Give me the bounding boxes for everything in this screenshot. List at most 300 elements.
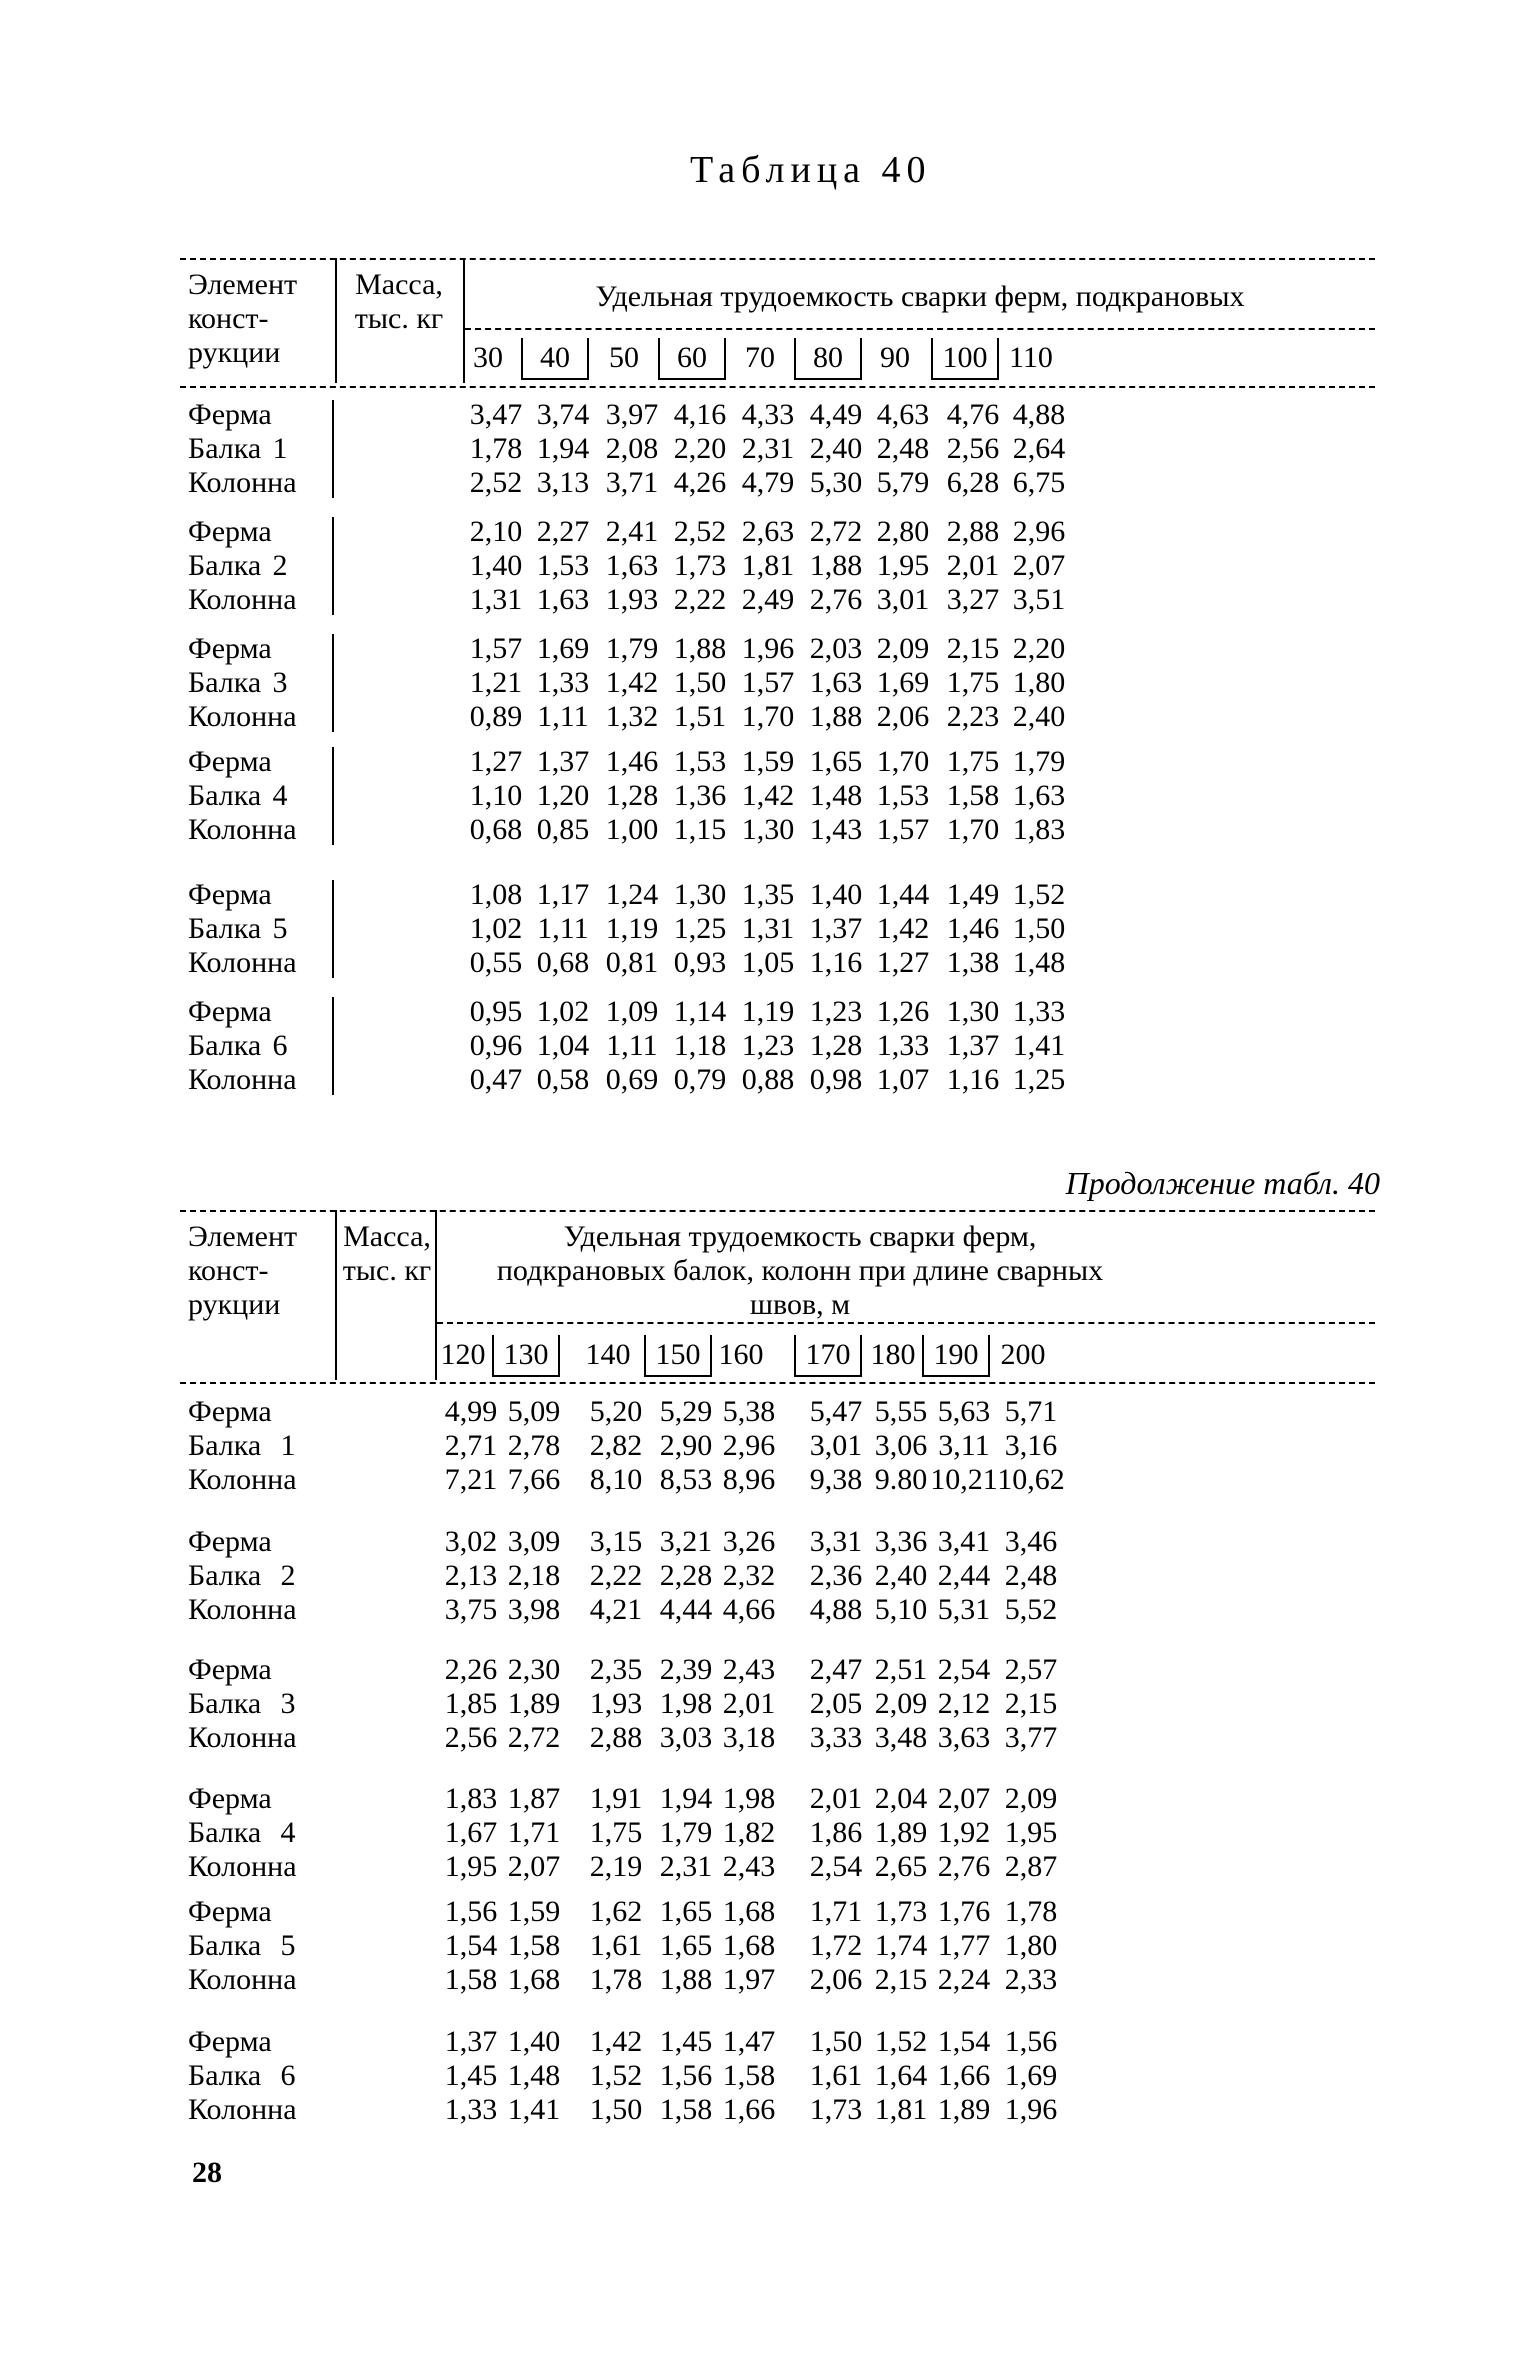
value-cell: 1,68 <box>722 1929 776 1962</box>
value-cell: 2,54 <box>809 1850 863 1883</box>
length-header-cell: 150 <box>644 1335 712 1377</box>
table-row <box>180 1029 1375 1063</box>
value-cell: 1,27 <box>469 745 523 778</box>
value-cell: 3,21 <box>659 1525 713 1558</box>
header-mass: Масса, тыс. кг <box>354 268 444 335</box>
value-cell: 1,92 <box>937 1816 991 1849</box>
group-brace <box>332 517 334 615</box>
value-cell: 1,10 <box>469 779 523 812</box>
value-cell: 1,86 <box>809 1816 863 1849</box>
value-cell: 1,15 <box>673 813 727 846</box>
value-cell: 1,54 <box>937 2025 991 2058</box>
value-cell: 2,01 <box>809 1782 863 1815</box>
element-name: Ферма <box>188 632 272 665</box>
value-cell: 1,73 <box>673 549 727 582</box>
value-cell: 2,03 <box>809 632 863 665</box>
value-cell: 2,63 <box>741 515 795 548</box>
page-number: 28 <box>192 2156 222 2189</box>
value-cell: 2,31 <box>741 432 795 465</box>
value-cell: 1,66 <box>937 2059 991 2092</box>
value-cell: 0,79 <box>673 1063 727 1096</box>
value-cell: 2,20 <box>1012 632 1066 665</box>
value-cell: 2,19 <box>589 1850 643 1883</box>
value-cell: 3,13 <box>536 466 590 499</box>
value-cell: 1,37 <box>809 912 863 945</box>
header-bottom-rule <box>180 386 1375 388</box>
value-cell: 2,39 <box>659 1653 713 1686</box>
value-cell: 1,30 <box>946 995 1000 1028</box>
value-cell: 1,69 <box>536 632 590 665</box>
group-brace <box>332 880 334 978</box>
group-brace <box>332 400 334 498</box>
value-cell: 1,42 <box>876 912 930 945</box>
value-cell: 0,69 <box>605 1063 659 1096</box>
value-cell: 1,73 <box>874 1895 928 1928</box>
value-cell: 2,56 <box>444 1721 498 1754</box>
value-cell: 1,58 <box>444 1963 498 1996</box>
value-cell: 1,47 <box>722 2025 776 2058</box>
value-cell: 2,88 <box>589 1721 643 1754</box>
value-cell: 1,63 <box>605 549 659 582</box>
value-cell: 1,93 <box>589 1687 643 1720</box>
table-row <box>180 2025 1375 2059</box>
value-cell: 0,88 <box>741 1063 795 1096</box>
value-cell: 1,91 <box>589 1782 643 1815</box>
value-cell: 2,33 <box>1004 1963 1058 1996</box>
value-cell: 2,90 <box>659 1429 713 1462</box>
value-cell: 1,79 <box>659 1816 713 1849</box>
value-cell: 1,56 <box>444 1895 498 1928</box>
value-cell: 2,36 <box>809 1559 863 1592</box>
value-cell: 2,32 <box>722 1559 776 1592</box>
value-cell: 1,93 <box>605 583 659 616</box>
value-cell: 2,13 <box>444 1559 498 1592</box>
element-name: Балка <box>188 912 262 945</box>
element-name: Балка <box>188 432 262 465</box>
mass-value: 1 <box>280 1429 296 1462</box>
value-cell: 5,63 <box>937 1395 991 1428</box>
value-cell: 1,59 <box>741 745 795 778</box>
value-cell: 1,05 <box>741 946 795 979</box>
value-cell: 2,35 <box>589 1653 643 1686</box>
value-cell: 1,67 <box>444 1816 498 1849</box>
value-cell: 1,96 <box>1004 2093 1058 2126</box>
value-cell: 5,52 <box>1004 1593 1058 1626</box>
value-cell: 4,88 <box>809 1593 863 1626</box>
value-cell: 2,64 <box>1012 432 1066 465</box>
value-cell: 1,70 <box>876 745 930 778</box>
value-cell: 1,85 <box>444 1687 498 1720</box>
header-mid-rule <box>465 328 1375 330</box>
value-cell: 2,76 <box>937 1850 991 1883</box>
value-cell: 9,38 <box>809 1463 863 1496</box>
header-element: Элемент конст- рукции <box>188 268 298 369</box>
value-cell: 1,02 <box>536 995 590 1028</box>
value-cell: 0,98 <box>809 1063 863 1096</box>
value-cell: 3,75 <box>444 1593 498 1626</box>
value-cell: 1,76 <box>937 1895 991 1928</box>
value-cell: 1,41 <box>507 2093 561 2126</box>
value-cell: 1,87 <box>507 1782 561 1815</box>
length-header-cell: 110 <box>1009 341 1053 374</box>
value-cell: 2,47 <box>809 1653 863 1686</box>
value-cell: 1,09 <box>605 995 659 1028</box>
value-cell: 5,71 <box>1004 1395 1058 1428</box>
value-cell: 1,48 <box>507 2059 561 2092</box>
value-cell: 1,57 <box>876 813 930 846</box>
length-header-cell: 60 <box>658 338 726 380</box>
table-row <box>180 2093 1375 2127</box>
value-cell: 2,15 <box>1004 1687 1058 1720</box>
group-brace <box>332 747 334 845</box>
value-cell: 2,10 <box>469 515 523 548</box>
value-cell: 1,68 <box>507 1963 561 1996</box>
table-row <box>180 1687 1375 1721</box>
value-cell: 1,50 <box>589 2093 643 2126</box>
value-cell: 1,63 <box>536 583 590 616</box>
length-header-cell: 170 <box>794 1335 862 1377</box>
element-name: Балка <box>188 1816 262 1849</box>
element-name: Колонна <box>188 1063 297 1096</box>
element-name: Ферма <box>188 745 272 778</box>
table-row <box>180 745 1375 779</box>
length-header-cell: 100 <box>931 338 999 380</box>
value-cell: 6,75 <box>1012 466 1066 499</box>
value-cell: 1,88 <box>809 549 863 582</box>
value-cell: 3,48 <box>874 1721 928 1754</box>
value-cell: 1,17 <box>536 878 590 911</box>
value-cell: 3,41 <box>937 1525 991 1558</box>
value-cell: 1,18 <box>673 1029 727 1062</box>
element-name: Ферма <box>188 1782 272 1815</box>
value-cell: 3,97 <box>605 398 659 431</box>
value-cell: 1,37 <box>444 2025 498 2058</box>
value-cell: 1,80 <box>1012 666 1066 699</box>
mass-group <box>180 515 1375 617</box>
value-cell: 1,16 <box>809 946 863 979</box>
value-cell: 0,89 <box>469 700 523 733</box>
value-cell: 1,54 <box>444 1929 498 1962</box>
value-cell: 1,95 <box>1004 1816 1058 1849</box>
value-cell: 1,50 <box>809 2025 863 2058</box>
mass-group <box>180 1653 1375 1755</box>
value-cell: 1,75 <box>946 745 1000 778</box>
header-span: Удельная трудоемкость сварки ферм, подкрановых балок, колонн при длине сварных швов, м <box>496 1220 1104 1321</box>
value-cell: 2,44 <box>937 1559 991 1592</box>
value-cell: 1,19 <box>741 995 795 1028</box>
length-header-cell: 90 <box>880 341 910 374</box>
value-cell: 1,62 <box>589 1895 643 1928</box>
value-cell: 5,47 <box>809 1395 863 1428</box>
value-cell: 1,58 <box>659 2093 713 2126</box>
table-row <box>180 912 1375 946</box>
value-cell: 2,48 <box>876 432 930 465</box>
value-cell: 3,27 <box>946 583 1000 616</box>
element-name: Колонна <box>188 2093 297 2126</box>
value-cell: 2,08 <box>605 432 659 465</box>
value-cell: 1,57 <box>469 632 523 665</box>
value-cell: 1,25 <box>673 912 727 945</box>
value-cell: 1,72 <box>809 1929 863 1962</box>
value-cell: 1,28 <box>809 1029 863 1062</box>
table-top-rule <box>180 258 1375 260</box>
value-cell: 5,09 <box>507 1395 561 1428</box>
value-cell: 0,68 <box>536 946 590 979</box>
value-cell: 1,00 <box>605 813 659 846</box>
value-cell: 2,31 <box>659 1850 713 1883</box>
element-name: Балка <box>188 1929 262 1962</box>
value-cell: 1,70 <box>946 813 1000 846</box>
length-header-cell: 70 <box>745 341 775 374</box>
table-row <box>180 1559 1375 1593</box>
table-row <box>180 1963 1375 1997</box>
value-cell: 2,40 <box>809 432 863 465</box>
value-cell: 1,78 <box>1004 1895 1058 1928</box>
value-cell: 1,37 <box>946 1029 1000 1062</box>
value-cell: 0,85 <box>536 813 590 846</box>
value-cell: 1,36 <box>673 779 727 812</box>
value-cell: 5,55 <box>874 1395 928 1428</box>
value-cell: 2,22 <box>673 583 727 616</box>
value-cell: 2,26 <box>444 1653 498 1686</box>
element-name: Колонна <box>188 583 297 616</box>
element-name: Колонна <box>188 700 297 733</box>
table-row <box>180 1463 1375 1497</box>
value-cell: 3,03 <box>659 1721 713 1754</box>
value-cell: 3,09 <box>507 1525 561 1558</box>
value-cell: 1,45 <box>659 2025 713 2058</box>
value-cell: 1,98 <box>722 1782 776 1815</box>
value-cell: 1,45 <box>444 2059 498 2092</box>
value-cell: 3,01 <box>809 1429 863 1462</box>
value-cell: 1,64 <box>874 2059 928 2092</box>
value-cell: 1,46 <box>946 912 1000 945</box>
value-cell: 1,56 <box>659 2059 713 2092</box>
table-row <box>180 666 1375 700</box>
value-cell: 2,57 <box>1004 1653 1058 1686</box>
value-cell: 1,89 <box>937 2093 991 2126</box>
value-cell: 1,79 <box>605 632 659 665</box>
value-cell: 2,07 <box>507 1850 561 1883</box>
value-cell: 2,40 <box>1012 700 1066 733</box>
table-row <box>180 583 1375 617</box>
value-cell: 3,33 <box>809 1721 863 1754</box>
element-name: Балка <box>188 1687 262 1720</box>
value-cell: 1,95 <box>444 1850 498 1883</box>
element-name: Колонна <box>188 946 297 979</box>
value-cell: 4,63 <box>876 398 930 431</box>
value-cell: 4,21 <box>589 1593 643 1626</box>
table-row <box>180 878 1375 912</box>
element-name: Балка <box>188 1429 262 1462</box>
value-cell: 2,76 <box>809 583 863 616</box>
header-mass: Масса, тыс. кг <box>342 1220 432 1287</box>
header-element: Элемент конст- рукции <box>188 1220 298 1321</box>
value-cell: 2,22 <box>589 1559 643 1592</box>
value-cell: 1,95 <box>876 549 930 582</box>
element-name: Колонна <box>188 1721 297 1754</box>
element-name: Балка <box>188 549 262 582</box>
value-cell: 1,75 <box>946 666 1000 699</box>
value-cell: 1,02 <box>469 912 523 945</box>
table-row <box>180 1929 1375 1963</box>
value-cell: 1,14 <box>673 995 727 1028</box>
value-cell: 1,32 <box>605 700 659 733</box>
value-cell: 3,77 <box>1004 1721 1058 1754</box>
mass-group <box>180 878 1375 980</box>
value-cell: 1,24 <box>605 878 659 911</box>
table-row <box>180 946 1375 980</box>
value-cell: 2,18 <box>507 1559 561 1592</box>
value-cell: 3,98 <box>507 1593 561 1626</box>
mass-group <box>180 2025 1375 2127</box>
value-cell: 1,80 <box>1004 1929 1058 1962</box>
element-name: Колонна <box>188 1463 297 1496</box>
value-cell: 2,30 <box>507 1653 561 1686</box>
value-cell: 2,56 <box>946 432 1000 465</box>
table-row <box>180 995 1375 1029</box>
value-cell: 2,12 <box>937 1687 991 1720</box>
value-cell: 2,15 <box>874 1963 928 1996</box>
element-name: Ферма <box>188 1525 272 1558</box>
value-cell: 1,49 <box>946 878 1000 911</box>
value-cell: 1,83 <box>1012 813 1066 846</box>
value-cell: 2,01 <box>946 549 1000 582</box>
value-cell: 1,20 <box>536 779 590 812</box>
value-cell: 1,48 <box>1012 946 1066 979</box>
value-cell: 2,48 <box>1004 1559 1058 1592</box>
value-cell: 1,21 <box>469 666 523 699</box>
value-cell: 1,42 <box>605 666 659 699</box>
table-row <box>180 1525 1375 1559</box>
length-header-cell: 50 <box>609 341 639 374</box>
mass-value: 2 <box>272 549 288 582</box>
value-cell: 1,42 <box>741 779 795 812</box>
element-name: Колонна <box>188 466 297 499</box>
value-cell: 3,46 <box>1004 1525 1058 1558</box>
table-row <box>180 1593 1375 1627</box>
mass-value: 4 <box>280 1816 296 1849</box>
value-cell: 1,73 <box>809 2093 863 2126</box>
value-cell: 2,27 <box>536 515 590 548</box>
value-cell: 1,81 <box>874 2093 928 2126</box>
value-cell: 1,23 <box>741 1029 795 1062</box>
value-cell: 1,40 <box>469 549 523 582</box>
value-cell: 2,43 <box>722 1850 776 1883</box>
value-cell: 7,21 <box>444 1463 498 1496</box>
value-cell: 3,47 <box>469 398 523 431</box>
value-cell: 3,74 <box>536 398 590 431</box>
value-cell: 1,59 <box>507 1895 561 1928</box>
element-name: Балка <box>188 779 262 812</box>
value-cell: 1,52 <box>589 2059 643 2092</box>
element-name: Балка <box>188 666 262 699</box>
value-cell: 3,11 <box>938 1429 990 1462</box>
element-name: Ферма <box>188 1653 272 1686</box>
value-cell: 2,43 <box>722 1653 776 1686</box>
element-name: Ферма <box>188 1395 272 1428</box>
value-cell: 1,11 <box>537 700 589 733</box>
mass-value: 1 <box>272 432 288 465</box>
value-cell: 1,40 <box>507 2025 561 2058</box>
value-cell: 1,38 <box>946 946 1000 979</box>
mass-value: 3 <box>280 1687 296 1720</box>
element-name: Ферма <box>188 1895 272 1928</box>
value-cell: 1,65 <box>659 1895 713 1928</box>
table-row <box>180 1816 1375 1850</box>
value-cell: 1,68 <box>722 1895 776 1928</box>
element-name: Балка <box>188 1559 262 1592</box>
length-header-cell: 120 <box>440 1338 486 1371</box>
value-cell: 5,79 <box>876 466 930 499</box>
value-cell: 1,51 <box>673 700 727 733</box>
value-cell: 0,58 <box>536 1063 590 1096</box>
element-name: Ферма <box>188 878 272 911</box>
length-header-cell: 180 <box>870 1338 916 1371</box>
value-cell: 1,30 <box>741 813 795 846</box>
mass-group <box>180 632 1375 734</box>
value-cell: 2,15 <box>946 632 1000 665</box>
value-cell: 3,18 <box>722 1721 776 1754</box>
header-bottom-rule <box>180 1382 1375 1384</box>
value-cell: 1,81 <box>741 549 795 582</box>
table-row <box>180 1063 1375 1097</box>
element-name: Балка <box>188 1029 262 1062</box>
table-row <box>180 779 1375 813</box>
value-cell: 1,27 <box>876 946 930 979</box>
value-cell: 5,38 <box>722 1395 776 1428</box>
page-title: Таблица 40 <box>690 149 932 191</box>
value-cell: 2,51 <box>874 1653 928 1686</box>
value-cell: 1,33 <box>1012 995 1066 1028</box>
value-cell: 1,31 <box>741 912 795 945</box>
value-cell: 2,06 <box>876 700 930 733</box>
length-header-cell: 160 <box>718 1338 764 1371</box>
element-name: Балка <box>188 2059 262 2092</box>
value-cell: 2,80 <box>876 515 930 548</box>
table-row <box>180 1395 1375 1429</box>
value-cell: 0,68 <box>469 813 523 846</box>
value-cell: 2,05 <box>809 1687 863 1720</box>
value-cell: 3,26 <box>722 1525 776 1558</box>
value-cell: 1,40 <box>809 878 863 911</box>
value-cell: 4,99 <box>444 1395 498 1428</box>
mass-value: 3 <box>272 666 288 699</box>
value-cell: 2,96 <box>1012 515 1066 548</box>
value-cell: 3,51 <box>1012 583 1066 616</box>
value-cell: 2,72 <box>507 1721 561 1754</box>
header-mid-rule <box>437 1322 1375 1324</box>
value-cell: 1,61 <box>589 1929 643 1962</box>
value-cell: 1,53 <box>673 745 727 778</box>
header-span: Удельная трудоемкость сварки ферм, подкрановых <box>595 280 1245 313</box>
mass-value: 5 <box>272 912 288 945</box>
value-cell: 1,82 <box>722 1816 776 1849</box>
table-row <box>180 1782 1375 1816</box>
element-name: Ферма <box>188 515 272 548</box>
mass-group <box>180 398 1375 500</box>
table-row <box>180 515 1375 549</box>
value-cell: 2,54 <box>937 1653 991 1686</box>
mass-group <box>180 1525 1375 1627</box>
value-cell: 4,76 <box>946 398 1000 431</box>
value-cell: 2,96 <box>722 1429 776 1462</box>
table-row <box>180 1721 1375 1755</box>
table-row <box>180 813 1375 847</box>
value-cell: 2,88 <box>946 515 1000 548</box>
value-cell: 4,66 <box>722 1593 776 1626</box>
value-cell: 2,52 <box>469 466 523 499</box>
